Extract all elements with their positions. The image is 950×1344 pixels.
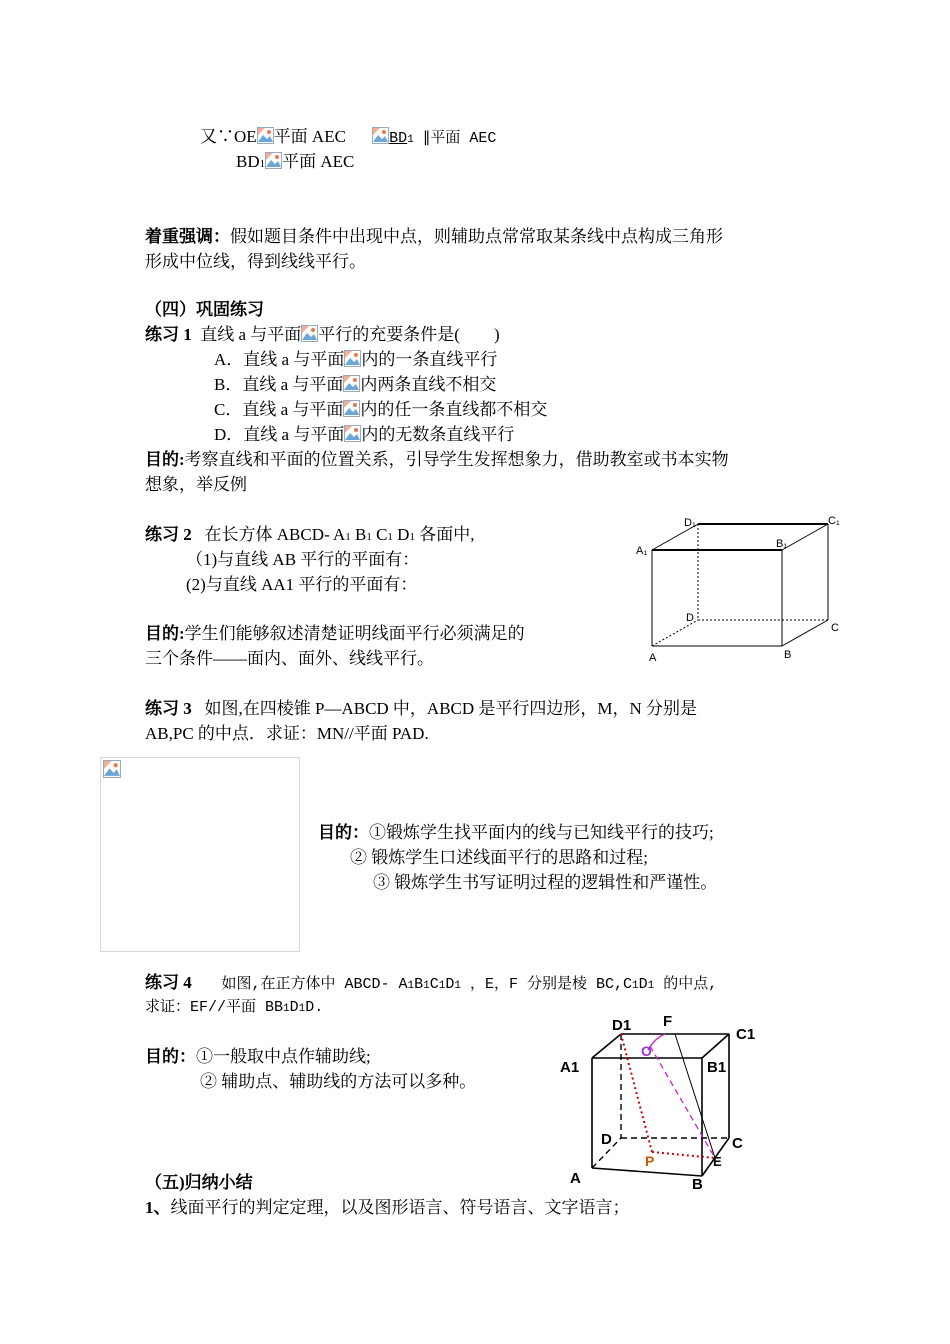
- proof-line-1: 又∵OE 平面 AEC BD1 ∥平面 AEC: [200, 127, 497, 147]
- proof-line-2: BD1 平面 AEC: [236, 152, 355, 171]
- edge-bc: [782, 620, 828, 646]
- exercise-1-purpose-cont: 想象，举反例: [145, 475, 247, 494]
- label-p: P: [645, 1153, 655, 1169]
- exercise-3-question-cont: AB,PC 的中点．求证：MN//平面 PAD.: [145, 724, 429, 743]
- label-f: F: [663, 1013, 673, 1030]
- exercise-1-option: D．直线 a 与平面 内的无数条直线平行: [214, 425, 515, 444]
- exercise-3-question: 练习 3 如图,在四棱锥 P—ABCD 中，ABCD 是平行四边形，M，N 分别是: [145, 699, 698, 718]
- section-title: （四）巩固练习: [145, 300, 264, 319]
- label-c: C: [831, 622, 839, 634]
- cube-figure: [555, 1010, 770, 1190]
- summary-item-1: 1、线面平行的判定定理，以及图形语言、符号语言、文字语言；: [145, 1198, 630, 1217]
- label-e: E: [713, 1154, 722, 1169]
- cuboid-figure: [630, 510, 850, 670]
- label-c1: C1: [736, 1026, 756, 1043]
- exercise-3-purpose-3: ③ 锻炼学生书写证明过程的逻辑性和严谨性。: [373, 873, 718, 892]
- exercise-2-purpose: 目的:学生们能够叙述清楚证明线面平行必须满足的: [145, 624, 525, 643]
- label-b1: B₁: [776, 538, 788, 550]
- exercise-2-purpose-cont: 三个条件——面内、面外、线线平行。: [145, 649, 434, 668]
- line-oe-magenta: [650, 1046, 715, 1158]
- emphasis-line-1: 着重强调：假如题目条件中出现中点，则辅助点常常取某条线中点构成三角形: [145, 227, 723, 246]
- label-c1: C₁: [828, 515, 840, 527]
- exercise-4-purpose: 目的：①一般取中点作辅助线;: [145, 1047, 371, 1066]
- emphasis-line-2: 形成中位线，得到线线平行。: [145, 252, 366, 271]
- broken-image-icon: [343, 400, 360, 417]
- exercise-1-question: 练习 1 直线 a 与平面 平行的充要条件是( ): [145, 325, 500, 344]
- broken-image-icon: [343, 375, 360, 392]
- exercise-1-purpose: 目的:考察直线和平面的位置关系，引导学生发挥想象力，借助教室或书本实物: [145, 450, 729, 469]
- exercise-1-option: A．直线 a 与平面 内的一条直线平行: [214, 350, 498, 369]
- exercise-4-question-cont: 求证：EF//平面 BB1D1D.: [145, 999, 324, 1016]
- label-c: C: [732, 1135, 743, 1152]
- edge-b1c1: [702, 1034, 729, 1058]
- broken-image-icon: [257, 127, 274, 144]
- line-pe-red: [652, 1152, 715, 1158]
- broken-image-icon: [103, 760, 121, 778]
- label-b1: B1: [707, 1059, 727, 1076]
- label-b: B: [692, 1176, 703, 1190]
- exercise-3-purpose: 目的：①锻炼学生找平面内的线与已知线平行的技巧;: [318, 823, 714, 842]
- exercise-2-question: 练习 2 在长方体 ABCD- A1 B1 C1 D1 各面中,: [145, 525, 475, 544]
- exercise-1-option: B．直线 a 与平面 内两条直线不相交: [214, 375, 497, 394]
- label-a1: A1: [560, 1059, 580, 1076]
- exercise-2-sub-2: (2)与直线 AA1 平行的平面有：: [186, 575, 418, 594]
- label-d1: D₁: [684, 517, 696, 529]
- edge-a1d1: [592, 1034, 621, 1058]
- exercise-3-purpose-2: ② 锻炼学生口述线面平行的思路和过程;: [350, 848, 648, 867]
- label-d: D: [601, 1131, 612, 1148]
- edge-ab: [592, 1168, 702, 1176]
- label-d: D: [686, 612, 694, 624]
- broken-image-icon: [301, 325, 318, 342]
- broken-image-icon: [344, 350, 361, 367]
- pyramid-image-placeholder: [100, 757, 300, 952]
- exercise-2-sub-1: （1)与直线 AB 平行的平面有：: [186, 550, 420, 569]
- broken-image-icon: [265, 152, 282, 169]
- broken-image-icon: [372, 127, 389, 144]
- label-b: B: [784, 649, 792, 661]
- exercise-1-option: C．直线 a 与平面 内的任一条直线都不相交: [214, 400, 548, 419]
- exercise-4-question: 练习 4 如图,在正方体中 ABCD- A1B1C1D1 ，E，F 分别是棱 BC,C1D1 的中点,: [145, 973, 718, 993]
- section-5-title: （五)归纳小结: [145, 1173, 253, 1192]
- edge-b1c1: [782, 524, 828, 550]
- label-a: A: [649, 652, 657, 664]
- exercise-4-purpose-2: ② 辅助点、辅助线的方法可以多种。: [200, 1072, 477, 1091]
- label-d1: D1: [612, 1017, 632, 1034]
- label-a: A: [570, 1170, 581, 1187]
- label-a1: A₁: [636, 545, 648, 557]
- label-o: O: [641, 1043, 652, 1059]
- broken-image-icon: [344, 425, 361, 442]
